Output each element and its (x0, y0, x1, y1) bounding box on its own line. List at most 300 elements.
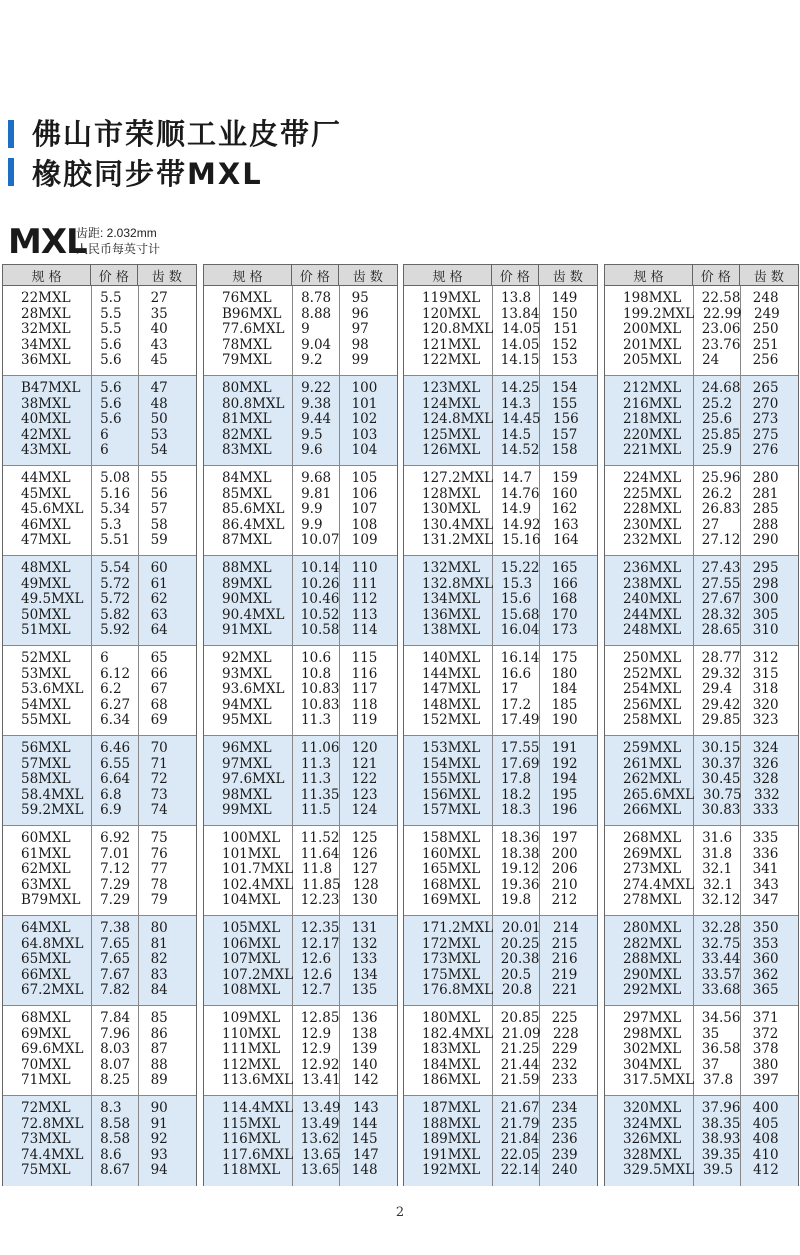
spec-cell: 75MXL (21, 1162, 71, 1178)
teeth-cell: 87 (150, 1041, 168, 1057)
table-row (3, 443, 196, 459)
spec-cell: 120MXL (422, 305, 481, 322)
teeth-cell: 134 (352, 966, 378, 983)
spec-cell: 155MXL (422, 771, 481, 787)
teeth-cell: 323 (752, 712, 779, 728)
table-row (3, 592, 196, 608)
teeth-cell: 108 (351, 516, 378, 533)
teeth-cell: 100 (351, 380, 378, 396)
teeth-cell: 101 (351, 395, 378, 412)
spec-cell: 297MXL (623, 1010, 682, 1026)
header-price: 价 格 (491, 265, 538, 285)
row-group (404, 736, 597, 826)
table-row (404, 1117, 597, 1133)
row-group (404, 466, 597, 556)
table-row (204, 921, 397, 937)
table-row (3, 847, 196, 863)
price-cell: 15.68 (500, 606, 540, 623)
spec-cell: 168MXL (422, 876, 481, 893)
teeth-cell: 85 (150, 1010, 168, 1026)
spec-cell: 189MXL (422, 1131, 481, 1147)
teeth-cell: 225 (551, 1010, 578, 1026)
spec-cell: 123MXL (422, 380, 481, 396)
teeth-cell: 166 (552, 575, 578, 592)
row-group (605, 376, 798, 466)
price-cell: 27 (702, 516, 720, 533)
teeth-cell: 132 (351, 935, 378, 952)
teeth-cell: 335 (752, 830, 779, 846)
spec-cell: 254MXL (623, 681, 682, 697)
teeth-cell: 400 (752, 1100, 779, 1116)
price-cell: 14.05 (500, 336, 540, 353)
price-cell: 5.82 (100, 606, 131, 623)
spec-cell: 52MXL (21, 650, 71, 666)
table-row (3, 1117, 196, 1133)
row-group (204, 916, 397, 1006)
table-row (204, 487, 397, 503)
price-cell: 28.77 (701, 650, 741, 666)
teeth-cell: 88 (150, 1056, 168, 1073)
teeth-cell: 365 (752, 982, 779, 998)
price-cell: 10.83 (300, 696, 340, 713)
teeth-cell: 58 (150, 516, 168, 533)
price-cell: 26.2 (702, 485, 733, 502)
teeth-cell: 256 (752, 352, 779, 368)
teeth-cell: 275 (752, 426, 779, 443)
table-row (404, 757, 597, 773)
price-cell: 21.84 (500, 1131, 540, 1147)
teeth-cell: 127 (352, 861, 378, 877)
table-row (204, 968, 397, 984)
row-group (605, 1096, 798, 1186)
teeth-cell: 142 (353, 1072, 379, 1088)
price-cell: 5.6 (100, 352, 122, 368)
table-row (3, 471, 196, 487)
table-row (605, 353, 798, 369)
spec-cell: 42MXL (21, 426, 71, 443)
table-row (605, 862, 798, 878)
price-cell: 7.67 (100, 966, 131, 983)
price-cell: 7.29 (100, 876, 131, 893)
price-cell: 8.25 (100, 1072, 131, 1088)
row-group (404, 1096, 597, 1186)
price-cell: 29.4 (702, 681, 733, 697)
price-cell: 30.45 (701, 771, 741, 787)
spec-cell: 156MXL (422, 786, 481, 803)
price-cell: 5.5 (100, 305, 122, 322)
price-cell: 37.96 (701, 1100, 741, 1116)
table-row (204, 1132, 397, 1148)
teeth-cell: 343 (753, 876, 779, 893)
table-column-3 (403, 264, 598, 1186)
teeth-cell: 318 (752, 681, 779, 697)
price-cell: 39.5 (703, 1162, 734, 1178)
price-cell: 9.81 (301, 485, 332, 502)
teeth-cell: 119 (351, 712, 378, 728)
teeth-cell: 130 (351, 892, 378, 908)
teeth-cell: 195 (551, 786, 578, 803)
spec-cell: 22MXL (21, 290, 71, 306)
spec-cell: 298MXL (623, 1025, 682, 1042)
spec-cell: 122MXL (422, 352, 481, 368)
price-cell: 7.65 (100, 951, 131, 967)
teeth-cell: 57 (150, 501, 168, 517)
price-cell: 38.93 (701, 1131, 741, 1147)
spec-cell: 199.2MXL (623, 305, 695, 322)
spec-cell: 282MXL (623, 935, 682, 952)
price-cell: 10.26 (300, 575, 340, 592)
table-row (404, 428, 597, 444)
row-group (204, 1006, 397, 1096)
teeth-cell: 153 (551, 352, 578, 368)
teeth-cell: 122 (351, 771, 378, 787)
price-cell: 38.35 (701, 1115, 741, 1132)
row-group (204, 376, 397, 466)
row-group (404, 286, 597, 376)
table-row (404, 443, 597, 459)
teeth-cell: 62 (150, 591, 168, 607)
spec-cell: 259MXL (623, 740, 682, 756)
row-group (605, 826, 798, 916)
price-cell: 24.68 (701, 380, 741, 396)
row-group (404, 826, 597, 916)
teeth-cell: 138 (351, 1025, 378, 1042)
teeth-cell: 341 (752, 861, 779, 877)
table-row (204, 831, 397, 847)
teeth-cell: 144 (351, 1115, 378, 1132)
table-row (204, 338, 397, 354)
price-cell: 18.36 (500, 830, 540, 846)
spec-cell: 184MXL (422, 1056, 481, 1073)
table-row (404, 772, 597, 788)
price-cell: 30.37 (701, 755, 741, 772)
spec-cell: 83MXL (222, 442, 272, 458)
teeth-cell: 240 (551, 1162, 578, 1178)
table-row (3, 651, 196, 667)
teeth-cell: 65 (150, 650, 168, 666)
table-row (3, 623, 196, 639)
teeth-cell: 147 (353, 1146, 379, 1163)
table-row (404, 518, 597, 534)
price-cell: 17.2 (501, 696, 532, 713)
price-cell: 6.9 (100, 802, 122, 818)
table-row (3, 533, 196, 549)
teeth-cell: 210 (551, 876, 578, 893)
spec-cell: 57MXL (21, 755, 71, 772)
price-cell: 5.92 (100, 622, 131, 638)
spec-cell: 73MXL (21, 1131, 71, 1147)
spec-cell: 96MXL (222, 740, 272, 756)
table-row (3, 502, 196, 518)
table-row (204, 1163, 397, 1179)
teeth-cell: 219 (551, 966, 578, 983)
table-row (404, 682, 597, 698)
spec-cell: 101MXL (222, 845, 281, 862)
spec-cell: 98MXL (222, 786, 272, 803)
price-cell: 14.3 (501, 395, 532, 412)
table-row (404, 1163, 597, 1179)
teeth-cell: 336 (752, 845, 779, 862)
spec-cell: 326MXL (623, 1131, 682, 1147)
price-cell: 24 (702, 352, 720, 368)
spec-cell: 153MXL (422, 740, 481, 756)
price-cell: 12.17 (300, 935, 340, 952)
price-cell: 11.06 (300, 740, 340, 756)
teeth-cell: 114 (351, 622, 378, 638)
teeth-cell: 91 (150, 1115, 168, 1132)
price-cell: 11.3 (301, 771, 332, 787)
teeth-cell: 56 (150, 485, 168, 502)
teeth-cell: 112 (351, 591, 378, 607)
table-header (204, 265, 397, 286)
teeth-cell: 27 (150, 290, 168, 306)
spec-cell: 81MXL (222, 411, 272, 427)
teeth-cell: 35 (150, 305, 168, 322)
spec-cell: 127.2MXL (422, 470, 494, 486)
spec-cell: 97.6MXL (222, 771, 285, 787)
spec-cell: 93MXL (222, 665, 272, 682)
row-group (3, 1006, 196, 1096)
teeth-cell: 228 (553, 1025, 579, 1042)
price-cell: 5.08 (100, 470, 131, 486)
price-cell: 6.27 (100, 696, 131, 713)
spec-cell: 278MXL (623, 892, 682, 908)
table-row (3, 608, 196, 624)
spec-cell: 116MXL (222, 1131, 281, 1147)
spec-cell: 108MXL (222, 982, 281, 998)
table-row (3, 397, 196, 413)
spec-cell: 302MXL (623, 1041, 682, 1057)
teeth-cell: 143 (353, 1100, 379, 1116)
price-cell: 17.8 (501, 771, 532, 787)
spec-cell: 72MXL (21, 1100, 71, 1116)
price-cell: 26.83 (701, 501, 741, 517)
teeth-cell: 378 (752, 1041, 779, 1057)
price-cell: 21.67 (500, 1100, 540, 1116)
spec-cell: 49.5MXL (21, 591, 84, 607)
row-group (404, 646, 597, 736)
teeth-cell: 281 (752, 485, 779, 502)
table-row (605, 878, 798, 894)
spec-cell: 91MXL (222, 622, 272, 638)
teeth-cell: 285 (752, 501, 779, 517)
table-row (404, 322, 597, 338)
spec-cell: 85.6MXL (222, 501, 285, 517)
teeth-cell: 360 (752, 951, 779, 967)
spec-cell: 79MXL (222, 352, 272, 368)
price-cell: 12.85 (300, 1010, 340, 1026)
table-row (404, 1011, 597, 1027)
price-cell: 14.05 (502, 321, 541, 337)
series-label: MXL (8, 222, 87, 262)
table-header (404, 265, 597, 286)
teeth-cell: 333 (752, 802, 779, 818)
price-cell: 5.16 (100, 485, 131, 502)
spec-cell: 70MXL (21, 1056, 71, 1073)
table-row (3, 1042, 196, 1058)
spec-cell: 121MXL (422, 336, 481, 353)
table-row (3, 831, 196, 847)
spec-cell: 47MXL (21, 532, 71, 548)
row-group (3, 376, 196, 466)
table-header (3, 265, 196, 286)
teeth-cell: 232 (551, 1056, 578, 1073)
spec-cell: 58MXL (21, 771, 71, 787)
table-row (605, 921, 798, 937)
price-unit-note: 人民币每英寸计 (76, 242, 161, 256)
row-group (204, 466, 397, 556)
row-group (3, 466, 196, 556)
accent-bar (8, 158, 14, 186)
price-cell: 6.46 (100, 740, 131, 756)
table-row (204, 412, 397, 428)
table-row (404, 921, 597, 937)
teeth-cell: 362 (752, 966, 779, 983)
price-cell: 13.65 (300, 1162, 340, 1178)
teeth-cell: 110 (351, 560, 378, 576)
table-row (605, 682, 798, 698)
price-cell: 34.56 (701, 1010, 741, 1026)
price-cell: 22.99 (703, 305, 742, 322)
spec-cell: 43MXL (21, 442, 71, 458)
spec-cell: 158MXL (422, 830, 481, 846)
spec-cell: 69MXL (21, 1025, 71, 1042)
teeth-cell: 54 (150, 442, 168, 458)
teeth-cell: 236 (551, 1131, 578, 1147)
price-cell: 10.58 (300, 622, 340, 638)
price-cell: 29.32 (701, 665, 741, 682)
teeth-cell: 97 (351, 321, 369, 337)
teeth-cell: 103 (351, 426, 378, 443)
price-cell: 19.12 (500, 861, 540, 877)
spec-cell: 90.4MXL (222, 606, 285, 623)
teeth-cell: 124 (351, 802, 378, 818)
price-cell: 7.65 (100, 935, 131, 952)
price-cell: 5.6 (100, 336, 122, 353)
teeth-cell: 265 (752, 380, 779, 396)
spec-cell: 90MXL (222, 591, 272, 607)
row-group (404, 916, 597, 1006)
teeth-cell: 239 (551, 1146, 578, 1163)
table-row (605, 893, 798, 909)
spec-cell: 53MXL (21, 665, 71, 682)
price-cell: 5.5 (100, 321, 122, 337)
price-cell: 19.8 (501, 892, 532, 908)
table-row (605, 428, 798, 444)
teeth-cell: 109 (351, 532, 378, 548)
teeth-cell: 298 (752, 575, 779, 592)
teeth-cell: 131 (351, 920, 378, 936)
price-cell: 6 (100, 650, 109, 666)
teeth-cell: 159 (552, 470, 578, 486)
spec-cell: 67.2MXL (21, 982, 84, 998)
teeth-cell: 98 (351, 336, 369, 353)
spec-cell: 45MXL (21, 485, 71, 502)
price-cell: 12.35 (300, 920, 340, 936)
price-cell: 9.9 (301, 516, 323, 533)
table-row (3, 772, 196, 788)
row-group (404, 376, 597, 466)
table-row (605, 291, 798, 307)
price-cell: 15.22 (500, 560, 540, 576)
price-cell: 14.25 (500, 380, 540, 396)
price-cell: 13.65 (302, 1146, 341, 1163)
price-cell: 13.41 (302, 1072, 341, 1088)
spec-cell: 269MXL (623, 845, 682, 862)
teeth-cell: 212 (551, 892, 578, 908)
company-title: 佛山市荣顺工业皮带厂 (32, 117, 343, 151)
table-row (404, 1042, 597, 1058)
spec-cell: 252MXL (623, 665, 682, 682)
teeth-cell: 300 (752, 591, 779, 607)
spec-cell: 105MXL (222, 920, 281, 936)
price-cell: 39.35 (701, 1146, 741, 1163)
teeth-cell: 135 (351, 982, 378, 998)
spec-cell: 320MXL (623, 1100, 682, 1116)
price-cell: 21.44 (500, 1056, 540, 1073)
price-cell: 6.64 (100, 771, 131, 787)
price-cell: 6.2 (100, 681, 122, 697)
teeth-cell: 48 (150, 395, 168, 412)
price-cell: 6.12 (100, 665, 131, 682)
row-group (3, 556, 196, 646)
teeth-cell: 128 (353, 876, 379, 893)
row-group (605, 286, 798, 376)
price-cell: 25.9 (702, 442, 733, 458)
price-cell: 6.55 (100, 755, 131, 772)
table-row (204, 698, 397, 714)
table-row (404, 623, 597, 639)
spec-cell: 124MXL (422, 395, 481, 412)
table-row (204, 307, 397, 323)
table-row (605, 983, 798, 999)
table-row (204, 1073, 397, 1089)
teeth-cell: 235 (551, 1115, 578, 1132)
spec-cell: 84MXL (222, 470, 272, 486)
spec-cell: 45.6MXL (21, 501, 84, 517)
teeth-cell: 185 (551, 696, 578, 713)
spec-cell: 216MXL (623, 395, 682, 412)
header-teeth: 齿 数 (137, 265, 196, 285)
table-row (404, 397, 597, 413)
teeth-cell: 154 (551, 380, 578, 396)
teeth-cell: 190 (551, 712, 578, 728)
spec-cell: 74.4MXL (21, 1146, 84, 1163)
spec-cell: 136MXL (422, 606, 481, 623)
table-row (3, 487, 196, 503)
price-cell: 15.6 (501, 591, 532, 607)
price-cell: 25.85 (701, 426, 741, 443)
price-cell: 12.6 (301, 951, 332, 967)
teeth-cell: 248 (752, 290, 779, 306)
teeth-cell: 233 (551, 1072, 578, 1088)
spec-cell: 280MXL (623, 920, 682, 936)
spec-cell: 80MXL (222, 380, 272, 396)
teeth-cell: 328 (752, 771, 779, 787)
table-row (404, 592, 597, 608)
price-cell: 8.78 (301, 290, 332, 306)
price-cell: 12.9 (301, 1025, 332, 1042)
teeth-cell: 290 (752, 532, 779, 548)
teeth-cell: 175 (551, 650, 578, 666)
price-cell: 11.5 (301, 802, 332, 818)
teeth-cell: 74 (150, 802, 168, 818)
price-cell: 9.38 (301, 395, 332, 412)
table-row (204, 471, 397, 487)
spec-cell: 58.4MXL (21, 786, 84, 803)
table-row (605, 471, 798, 487)
teeth-cell: 99 (351, 352, 369, 368)
